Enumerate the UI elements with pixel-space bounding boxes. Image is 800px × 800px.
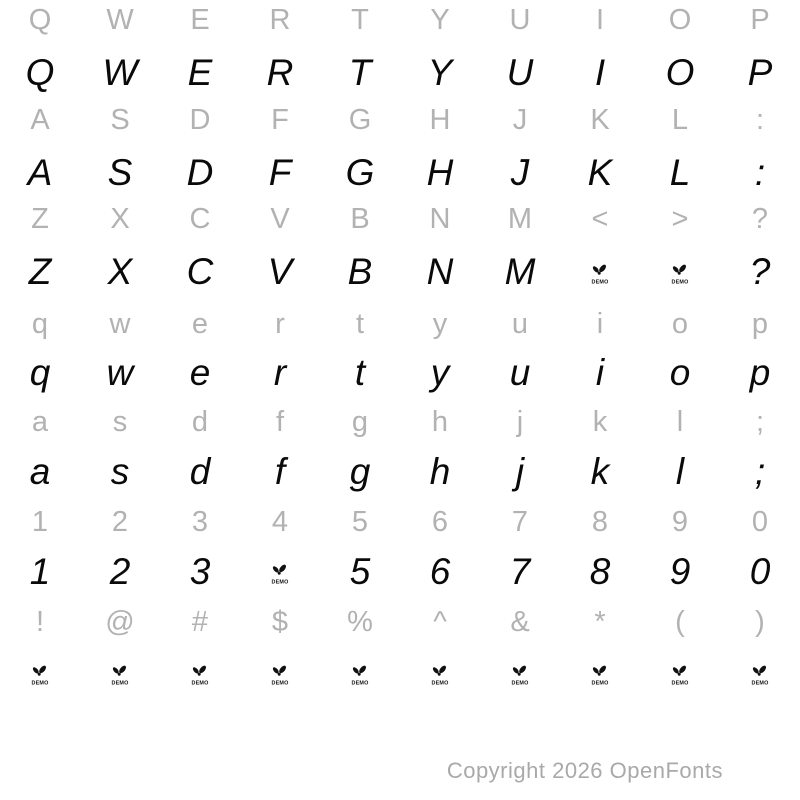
demo-glyph (160, 649, 240, 697)
glyph-cell: T (351, 4, 369, 36)
glyph-cell: 7 (509, 551, 531, 592)
glyph-cell: Y (430, 4, 450, 36)
glyph-cell: p (749, 352, 771, 393)
glyph-cell: H (426, 152, 454, 193)
demo-glyph (560, 649, 640, 697)
glyph-cell: S (110, 104, 130, 136)
glyph-cell: I (594, 52, 606, 93)
glyph-cell: M (504, 251, 536, 292)
demo-leaf-icon (270, 563, 290, 585)
glyph-cell: u (511, 308, 529, 340)
glyph-cell: ; (754, 451, 766, 492)
glyph-cell: J (512, 104, 528, 136)
glyph-row-5 (0, 199, 800, 239)
glyph-cell: j (516, 406, 524, 438)
svg-text:DEMO: DEMO (31, 680, 49, 686)
glyph-cell: P (750, 4, 770, 36)
glyph-cell: A (27, 152, 53, 193)
glyph-cell: e (189, 352, 211, 393)
svg-text:DEMO: DEMO (271, 680, 289, 686)
glyph-cell: G (348, 104, 372, 136)
glyph-cell: F (268, 152, 292, 193)
glyph-cell: X (110, 203, 130, 235)
demo-glyph (240, 649, 320, 697)
glyph-cell: a (31, 406, 49, 438)
glyph-cell: L (669, 152, 691, 193)
glyph-cell: g (351, 406, 369, 438)
glyph-cell: 6 (429, 551, 451, 592)
glyph-cell: O (668, 4, 692, 36)
glyph-cell: ! (35, 606, 45, 638)
glyph-cell: 8 (591, 506, 609, 538)
glyph-cell: o (669, 352, 691, 393)
glyph-cell: u (509, 352, 531, 393)
glyph-row-4 (0, 149, 800, 197)
glyph-cell: t (354, 352, 366, 393)
glyph-cell: D (189, 104, 211, 136)
glyph-cell: 8 (589, 551, 611, 592)
glyph-cell: @ (105, 606, 135, 638)
glyph-cell: Z (31, 203, 49, 235)
glyph-cell: e (191, 308, 209, 340)
demo-glyph (240, 548, 320, 596)
glyph-cell: & (510, 606, 530, 638)
glyph-cell: T (348, 52, 372, 93)
glyph-cell: j (515, 451, 525, 492)
glyph-cell: q (31, 308, 49, 340)
glyph-cell: 6 (431, 506, 449, 538)
glyph-cell: K (590, 104, 610, 136)
glyph-cell: 2 (111, 506, 129, 538)
glyph-row-1 (0, 0, 800, 40)
glyph-cell: f (274, 451, 286, 492)
glyph-cell: % (347, 606, 373, 638)
glyph-row-6 (0, 248, 800, 296)
glyph-cell: : (755, 104, 765, 136)
demo-glyph (480, 649, 560, 697)
demo-glyph (560, 248, 640, 296)
glyph-cell: 7 (511, 506, 529, 538)
glyph-cell: o (671, 308, 689, 340)
glyph-row-8 (0, 349, 800, 397)
glyph-cell: Y (427, 52, 453, 93)
demo-leaf-icon (30, 664, 50, 686)
glyph-cell: Q (25, 52, 55, 93)
glyph-cell: M (507, 203, 533, 235)
glyph-cell: > (671, 203, 689, 235)
glyph-cell: W (106, 4, 134, 36)
glyph-cell: ? (749, 251, 771, 292)
glyph-cell: h (431, 406, 449, 438)
demo-leaf-icon (670, 664, 690, 686)
glyph-cell: A (30, 104, 50, 136)
glyph-row-11 (0, 502, 800, 542)
glyph-cell: 5 (351, 506, 369, 538)
glyph-cell: i (595, 352, 605, 393)
demo-leaf-icon (750, 664, 770, 686)
glyph-cell: ? (751, 203, 769, 235)
glyph-cell: 5 (349, 551, 371, 592)
demo-glyph (80, 649, 160, 697)
glyph-cell: w (106, 352, 134, 393)
demo-leaf-icon (430, 664, 450, 686)
glyph-cell: R (269, 4, 291, 36)
glyph-cell: s (112, 406, 128, 438)
glyph-cell: P (747, 52, 773, 93)
demo-leaf-icon (590, 263, 610, 285)
glyph-cell: U (509, 4, 531, 36)
glyph-cell: y (432, 308, 448, 340)
svg-text:DEMO: DEMO (671, 279, 689, 285)
glyph-cell: 0 (749, 551, 771, 592)
glyph-cell: i (596, 308, 604, 340)
glyph-cell: s (110, 451, 130, 492)
glyph-row-9 (0, 402, 800, 442)
glyph-row-10 (0, 448, 800, 496)
glyph-cell: r (273, 352, 287, 393)
glyph-cell: y (430, 352, 450, 393)
svg-text:DEMO: DEMO (111, 680, 129, 686)
glyph-cell: N (429, 203, 451, 235)
glyph-cell: C (186, 251, 214, 292)
demo-glyph (0, 649, 80, 697)
svg-text:DEMO: DEMO (431, 680, 449, 686)
glyph-cell: Z (28, 251, 52, 292)
glyph-cell: R (266, 52, 294, 93)
glyph-row-12 (0, 548, 800, 596)
svg-text:DEMO: DEMO (191, 680, 209, 686)
glyph-cell: V (270, 203, 290, 235)
demo-glyph (320, 649, 400, 697)
svg-text:DEMO: DEMO (351, 680, 369, 686)
demo-leaf-icon (590, 664, 610, 686)
glyph-cell: V (267, 251, 293, 292)
demo-leaf-icon (510, 664, 530, 686)
glyph-cell: W (102, 52, 138, 93)
glyph-cell: I (595, 4, 605, 36)
demo-glyph (720, 649, 800, 697)
copyright-text: Copyright 2026 OpenFonts (446, 758, 723, 783)
glyph-cell: * (594, 606, 606, 638)
glyph-cell: < (591, 203, 609, 235)
glyph-cell: l (676, 406, 684, 438)
glyph-row-13 (0, 602, 800, 642)
glyph-cell: B (350, 203, 370, 235)
glyph-cell: E (187, 52, 213, 93)
demo-leaf-icon (190, 664, 210, 686)
glyph-cell: k (592, 406, 608, 438)
glyph-cell: N (426, 251, 454, 292)
glyph-cell: O (665, 52, 695, 93)
glyph-cell: H (429, 104, 451, 136)
glyph-cell: 9 (669, 551, 691, 592)
svg-text:DEMO: DEMO (511, 680, 529, 686)
svg-text:DEMO: DEMO (671, 680, 689, 686)
glyph-cell: ) (755, 606, 765, 638)
demo-leaf-icon (670, 263, 690, 285)
glyph-cell: 4 (271, 506, 289, 538)
glyph-cell: g (349, 451, 371, 492)
glyph-cell: : (754, 152, 766, 193)
svg-text:DEMO: DEMO (591, 680, 609, 686)
glyph-cell: 2 (109, 551, 131, 592)
glyph-cell: B (347, 251, 373, 292)
glyph-cell: l (675, 451, 685, 492)
demo-leaf-icon (270, 664, 290, 686)
glyph-cell: 1 (31, 506, 49, 538)
glyph-cell: p (751, 308, 769, 340)
glyph-cell: ; (755, 406, 765, 438)
glyph-cell: E (190, 4, 210, 36)
glyph-row-2 (0, 49, 800, 97)
svg-text:DEMO: DEMO (591, 279, 609, 285)
glyph-cell: q (29, 352, 51, 393)
glyph-cell: L (671, 104, 689, 136)
glyph-cell: # (191, 606, 209, 638)
glyph-cell: r (275, 308, 285, 340)
glyph-cell: 3 (191, 506, 209, 538)
demo-leaf-icon (350, 664, 370, 686)
glyph-cell: k (590, 451, 610, 492)
glyph-cell: K (587, 152, 613, 193)
svg-text:DEMO: DEMO (271, 579, 289, 585)
glyph-cell: C (189, 203, 211, 235)
glyph-row-3 (0, 100, 800, 140)
glyph-cell: D (186, 152, 214, 193)
glyph-cell: 0 (751, 506, 769, 538)
glyph-cell: d (189, 451, 211, 492)
glyph-cell: U (506, 52, 534, 93)
glyph-cell: 3 (189, 551, 211, 592)
glyph-cell: ^ (433, 606, 447, 638)
demo-glyph (640, 649, 720, 697)
glyph-cell: 1 (29, 551, 51, 592)
glyph-cell: S (107, 152, 133, 193)
glyph-cell: d (191, 406, 209, 438)
glyph-cell: f (275, 406, 285, 438)
glyph-row-7 (0, 304, 800, 344)
glyph-cell: 9 (671, 506, 689, 538)
glyph-cell: $ (271, 606, 289, 638)
glyph-cell: J (510, 152, 530, 193)
glyph-cell: h (429, 451, 451, 492)
glyph-cell: Q (28, 4, 52, 36)
glyph-cell: ( (675, 606, 685, 638)
glyph-row-14 (0, 649, 800, 697)
svg-text:DEMO: DEMO (751, 680, 769, 686)
glyph-cell: a (29, 451, 51, 492)
glyph-cell: X (107, 251, 133, 292)
glyph-cell: t (355, 308, 365, 340)
demo-leaf-icon (110, 664, 130, 686)
demo-glyph (640, 248, 720, 296)
glyph-cell: G (345, 152, 375, 193)
demo-glyph (400, 649, 480, 697)
glyph-cell: w (109, 308, 131, 340)
glyph-cell: F (271, 104, 289, 136)
